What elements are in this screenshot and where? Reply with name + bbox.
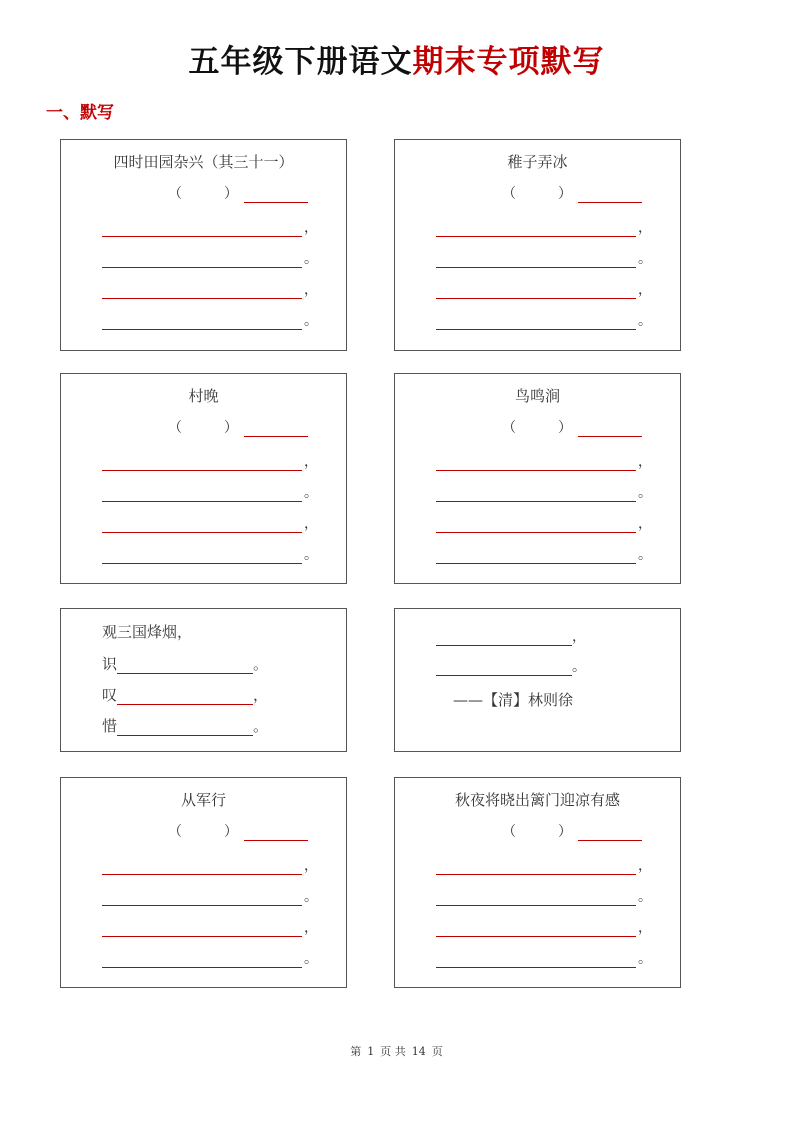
fill-punct: ， xyxy=(572,629,586,645)
fill-box-sanguo xyxy=(60,608,347,752)
fill-lead: 惜 xyxy=(102,717,118,735)
fill-row xyxy=(102,653,268,674)
verse-blank[interactable] xyxy=(436,451,652,470)
dynasty-author-row xyxy=(502,821,642,841)
verse-blank[interactable] xyxy=(102,513,318,532)
dynasty-paren-left: （ xyxy=(168,420,182,436)
author-blank[interactable] xyxy=(578,188,642,203)
dynasty-paren-left: （ xyxy=(168,824,182,840)
fill-row xyxy=(102,684,268,705)
verse-blank[interactable] xyxy=(436,310,652,329)
fill-row xyxy=(436,656,586,676)
verse-punct: 。 xyxy=(638,951,652,967)
verse-blank[interactable] xyxy=(436,886,652,905)
verse-blank[interactable] xyxy=(102,855,318,874)
verse-punct: 。 xyxy=(304,889,318,905)
dynasty-paren-left: （ xyxy=(502,186,516,202)
fill-blank[interactable] xyxy=(117,690,253,705)
verse-punct: 。 xyxy=(638,485,652,501)
verse-blank[interactable] xyxy=(436,248,652,267)
verse-blank[interactable] xyxy=(102,310,318,329)
verse-blank[interactable] xyxy=(436,513,652,532)
author-blank[interactable] xyxy=(244,422,308,437)
poem-box-2 xyxy=(394,139,681,351)
page-footer xyxy=(0,1043,793,1059)
fill-blank[interactable] xyxy=(436,631,572,646)
verse-punct: ， xyxy=(638,220,652,236)
fill-box-linzexu xyxy=(394,608,681,752)
verse-blank[interactable] xyxy=(102,482,318,501)
dynasty-paren-right: ） xyxy=(224,420,238,436)
verse-punct: ， xyxy=(304,516,318,532)
verse-blank[interactable] xyxy=(102,948,318,967)
verse-blank[interactable] xyxy=(436,855,652,874)
poem-title: 稚子弄冰 xyxy=(507,153,568,171)
dynasty-paren-right: ） xyxy=(224,824,238,840)
footer-total-pages: 14 xyxy=(411,1045,426,1058)
fill-punct: 。 xyxy=(253,717,269,735)
fill-lead: 叹 xyxy=(102,686,118,704)
footer-suffix: 页 xyxy=(431,1045,443,1058)
dynasty-paren-left: （ xyxy=(502,824,516,840)
verse-punct: 。 xyxy=(638,313,652,329)
author-blank[interactable] xyxy=(244,826,308,841)
verse-blank[interactable] xyxy=(102,248,318,267)
poem-title: 村晚 xyxy=(188,387,219,405)
verse-punct: ， xyxy=(638,282,652,298)
dynasty-author-row xyxy=(502,417,642,437)
fill-punct: 。 xyxy=(253,655,269,673)
verse-blank[interactable] xyxy=(102,917,318,936)
verse-punct: ， xyxy=(638,920,652,936)
verse-blank[interactable] xyxy=(102,886,318,905)
intro-text: 观三国烽烟， xyxy=(102,623,193,641)
verse-punct: 。 xyxy=(304,251,318,267)
verse-punct: 。 xyxy=(638,547,652,563)
verse-punct: ， xyxy=(638,454,652,470)
fill-blank[interactable] xyxy=(117,721,253,736)
dynasty-paren-left: （ xyxy=(168,186,182,202)
footer-mid: 页 共 xyxy=(380,1045,406,1058)
verse-blank[interactable] xyxy=(102,217,318,236)
fill-lead: 识 xyxy=(102,655,118,673)
verse-punct: 。 xyxy=(304,485,318,501)
poem-box-1 xyxy=(60,139,347,351)
section-heading: 一、默写 xyxy=(46,103,114,123)
verse-punct: 。 xyxy=(638,889,652,905)
verse-punct: ， xyxy=(304,920,318,936)
poem-box-5 xyxy=(60,777,347,988)
verse-blank[interactable] xyxy=(102,451,318,470)
fill-row xyxy=(102,715,268,736)
verse-punct: 。 xyxy=(638,251,652,267)
fill-blank[interactable] xyxy=(436,661,572,676)
verse-punct: ， xyxy=(638,516,652,532)
verse-punct: ， xyxy=(304,454,318,470)
footer-prefix: 第 xyxy=(350,1045,362,1058)
page-title xyxy=(0,36,793,81)
verse-blank[interactable] xyxy=(102,544,318,563)
author-blank[interactable] xyxy=(244,188,308,203)
verse-punct: ， xyxy=(304,858,318,874)
dynasty-author-row xyxy=(168,417,308,437)
fill-blank[interactable] xyxy=(117,659,253,674)
fill-punct: ， xyxy=(253,686,269,704)
author-blank[interactable] xyxy=(578,422,642,437)
footer-current-page: 1 xyxy=(367,1045,375,1058)
dynasty-author-row xyxy=(502,183,642,203)
verse-blank[interactable] xyxy=(436,217,652,236)
poem-title: 秋夜将晓出篱门迎凉有感 xyxy=(454,791,620,809)
dynasty-author-row xyxy=(168,821,308,841)
verse-punct: 。 xyxy=(304,547,318,563)
verse-punct: ， xyxy=(304,282,318,298)
dynasty-paren-right: ） xyxy=(558,420,572,436)
dynasty-paren-right: ） xyxy=(558,824,572,840)
poem-box-6 xyxy=(394,777,681,988)
verse-punct: ， xyxy=(638,858,652,874)
verse-blank[interactable] xyxy=(436,279,652,298)
poem-title: 四时田园杂兴（其三十一） xyxy=(113,153,294,171)
verse-punct: 。 xyxy=(304,313,318,329)
verse-punct: ， xyxy=(304,220,318,236)
title-black-part: 五年级下册语文 xyxy=(188,44,413,80)
dynasty-paren-right: ） xyxy=(558,186,572,202)
poem-title: 从军行 xyxy=(180,791,226,809)
attribution: ——【清】林则徐 xyxy=(453,691,574,709)
fill-punct: 。 xyxy=(572,659,586,675)
verse-blank[interactable] xyxy=(436,544,652,563)
verse-blank[interactable] xyxy=(436,948,652,967)
dynasty-paren-left: （ xyxy=(502,420,516,436)
verse-blank[interactable] xyxy=(436,482,652,501)
author-blank[interactable] xyxy=(578,826,642,841)
verse-blank[interactable] xyxy=(436,917,652,936)
poem-title: 鸟鸣涧 xyxy=(514,387,560,405)
verse-blank[interactable] xyxy=(102,279,318,298)
dynasty-author-row xyxy=(168,183,308,203)
poem-box-4 xyxy=(394,373,681,584)
dynasty-paren-right: ） xyxy=(224,186,238,202)
title-red-part: 期末专项默写 xyxy=(412,44,605,80)
verse-punct: 。 xyxy=(304,951,318,967)
poem-box-3 xyxy=(60,373,347,584)
fill-row xyxy=(436,626,586,646)
